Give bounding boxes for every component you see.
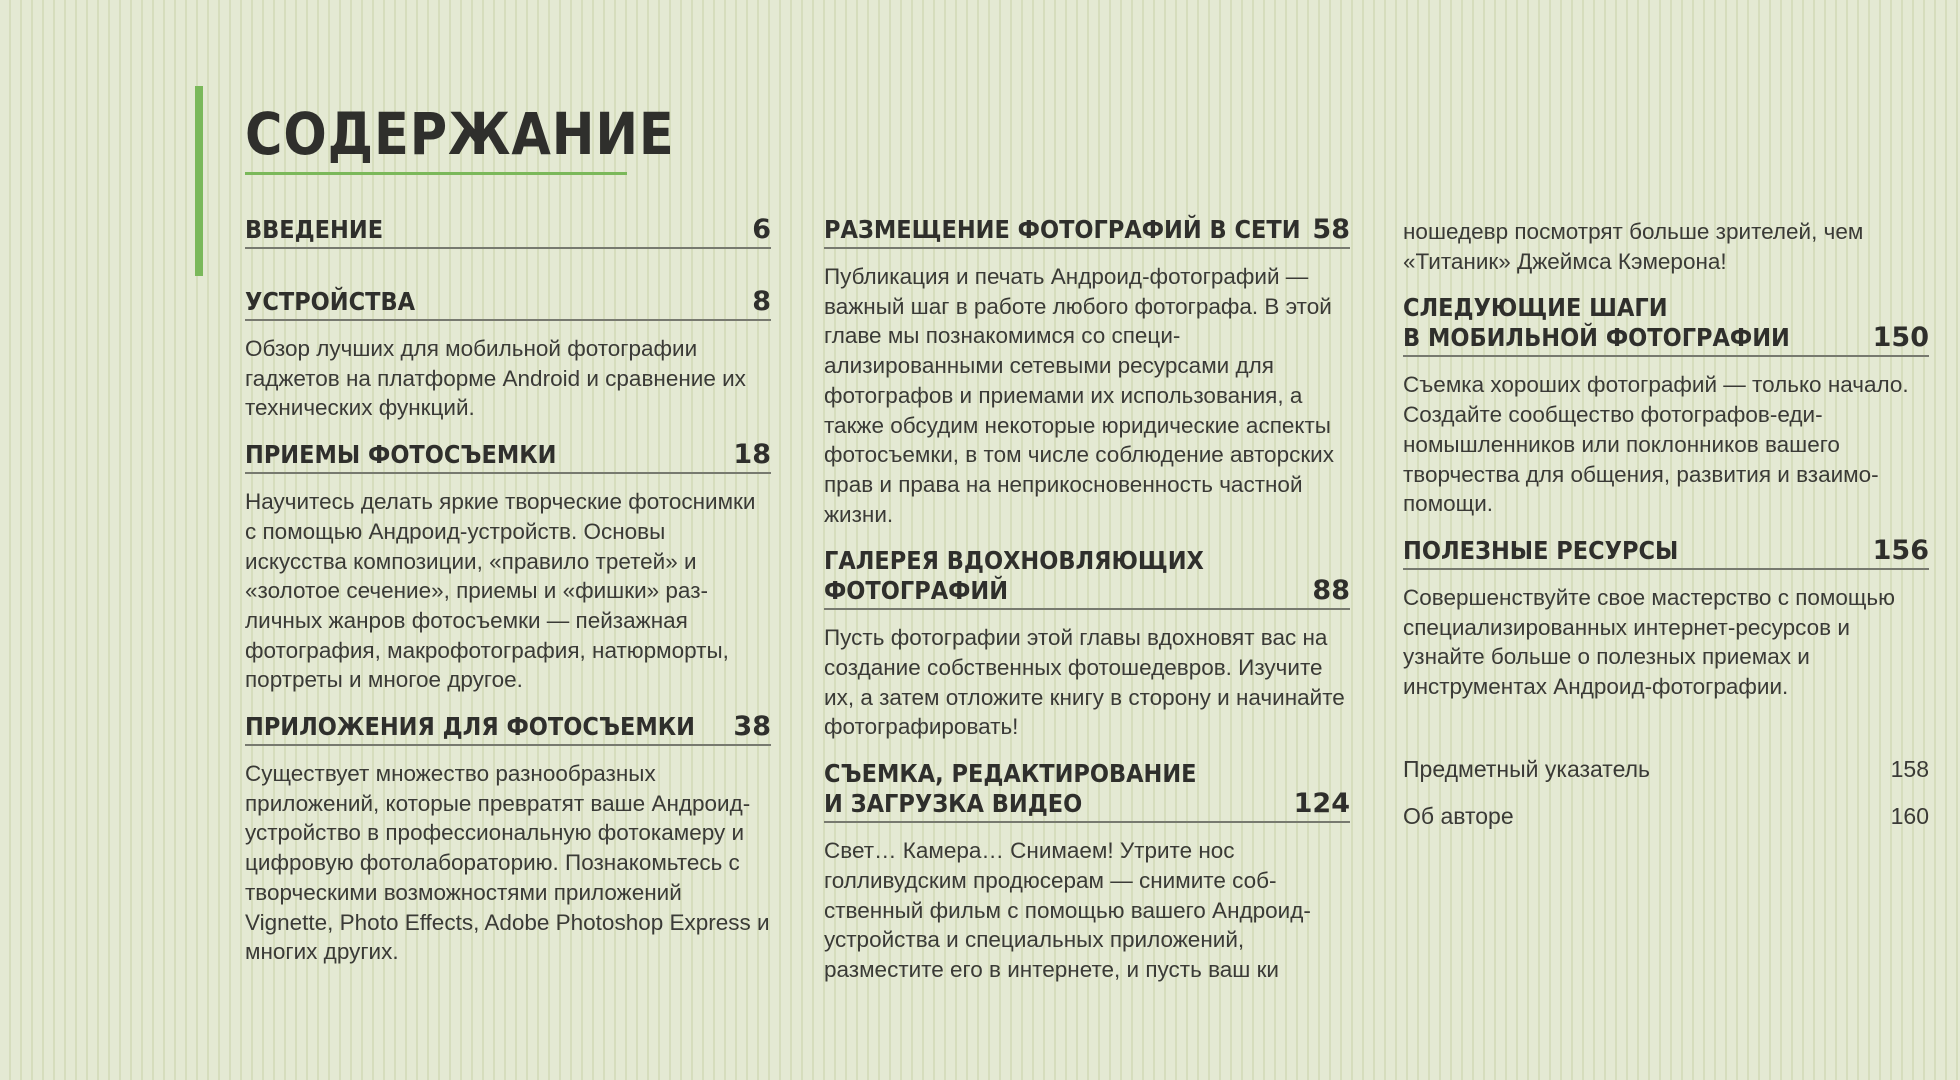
toc-minor-label: Об авторе [1403,802,1514,829]
toc-entry-title-line: ГАЛЕРЕЯ ВДОХНОВЛЯЮЩИХ [824,546,1204,576]
toc-entry-page: 150 [1872,322,1929,354]
toc-entry-title[interactable] [1403,293,1790,353]
toc-entry-head [1403,536,1929,570]
toc-entry-title-line: ФОТОГРАФИЙ [824,576,1009,606]
toc-entry-video [824,759,1350,985]
accent-bar [195,86,203,276]
toc-entry-description: Съемка хороших фотографий — только начало. Создайте сообщество фотографов-единомышленников или поклонников вашего творчества для общения, развития и взаимопомощи. [1403,372,1909,517]
toc-column-3 [1403,215,1929,831]
toc-entry-description: Публикация и печать Андроид-фотографий — важный шаг в работе любого фотографа. В этой главе мы познакомимся со специализированными сетевыми ресурсами для фотографов и приемами их использования, а также обсудим некоторые юридические аспекты фотосъемки, в том числе соблюдение авторских прав и права на неприкосновенность частной жизни. [824,264,1334,527]
toc-entry-description: Пусть фотографии этой главы вдохновят вас на создание собственных фотошедевров. Изучите их, а затем отложите книгу в сторону и начинайте фотографировать! [824,625,1345,740]
toc-entry-description: Обзор лучших для мобильной фотографии гаджетов на платформе Android и сравнение их технических функций. [245,336,746,421]
toc-entry-title[interactable]: ПОЛЕЗНЫЕ РЕСУРСЫ [1403,535,1679,565]
toc-entry-techniques [245,440,771,695]
toc-entry-title[interactable]: ПРИЕМЫ ФОТОСЪЕМКИ [245,440,557,470]
toc-entry-page: 58 [1312,214,1350,245]
toc-entry-head [824,759,1350,823]
toc-minor-entry-author[interactable] [1403,801,1929,831]
toc-entry-head [245,215,771,249]
toc-column-2 [824,215,1350,985]
toc-entry-page: 6 [752,214,771,245]
toc-entry-head [245,712,771,746]
toc-entry-gallery [824,546,1350,742]
toc-entry-devices [245,287,771,423]
toc-entry-title[interactable]: ПРИЛОЖЕНИЯ ДЛЯ ФОТОСЪЕМКИ [245,712,695,742]
toc-entry-description: Свет… Камера… Снимаем! Утрите нос голливудским продюсерам — снимите собственный фильм с помощью вашего Андроид-устройства и специальных приложений, разместите его в интернете, и пусть ваш ки [824,838,1311,982]
toc-entry-title[interactable] [824,759,1197,819]
toc-entry-page: 8 [752,286,771,317]
toc-entry-page: 88 [1312,575,1350,607]
toc-entry-title[interactable]: УСТРОЙСТВА [245,287,416,316]
toc-entry-next-steps [1403,293,1929,519]
toc-entry-introduction [245,215,771,249]
toc-entry-page: 124 [1293,788,1350,820]
toc-entry-description: Научитесь делать яркие творческие фотоснимки с помощью Андроид-устройств. Основы искусства композиции, «правило третей» и «золотое сечение», приемы и «фишки» различных жанров фотосъемки — пейзажная фотография, макрофотография, натюрморты, портреты и многое другое. [245,489,756,693]
toc-entry-title-line: СЪЕМКА, РЕДАКТИРОВАНИЕ [824,759,1197,789]
toc-entry-head [245,440,771,474]
toc-entry-online-sharing [824,215,1350,529]
toc-entry-head [1403,293,1929,357]
toc-entry-head [245,287,771,321]
toc-entry-resources [1403,536,1929,702]
page-title: СОДЕРЖАНИЕ [245,100,675,168]
toc-entry-title[interactable]: ВВЕДЕНИЕ [245,215,384,244]
toc-entry-page: 156 [1872,534,1929,566]
toc-entry-description: Существует множество разнообразных приложений, которые превратят ваше Андроид-устройство в профессиональную фотокамеру и цифровую фотолабораторию. Познакомьтесь с творческими возможностями приложений Vignette, Photo Effects, Adobe Photoshop Express и многих других. [245,761,770,965]
toc-entry-apps [245,712,771,967]
toc-entry-description: Совершенствуйте свое мастерство с помощью специализированных интернет-ресурсов и узнайте больше о полезных приемах и инструментах Андроид-фотографии. [1403,584,1895,700]
toc-continuation-text: ношедевр посмотрят больше зрителей, чем «Титаник» Джеймса Кэмерона! [1403,219,1864,274]
toc-entry-title-line: В МОБИЛЬНОЙ ФОТОГРАФИИ [1403,323,1790,353]
toc-minor-list [1403,754,1929,831]
toc-entry-title-line: И ЗАГРУЗКА ВИДЕО [824,789,1083,819]
toc-entry-page: 18 [733,439,771,471]
toc-minor-page: 160 [1890,802,1929,829]
toc-entry-head [824,546,1350,610]
title-underline [245,172,627,175]
toc-minor-entry-index[interactable] [1403,754,1929,784]
toc-entry-title[interactable]: РАЗМЕЩЕНИЕ ФОТОГРАФИЙ В СЕТИ [824,215,1301,244]
toc-minor-label: Предметный указатель [1403,755,1651,782]
toc-column-1 [245,215,771,967]
toc-entry-title[interactable] [824,546,1204,606]
toc-entry-title-line: СЛЕДУЮЩИЕ ШАГИ [1403,293,1668,323]
toc-entry-head [824,215,1350,249]
toc-entry-page: 38 [733,711,771,743]
toc-minor-page: 158 [1890,755,1929,782]
